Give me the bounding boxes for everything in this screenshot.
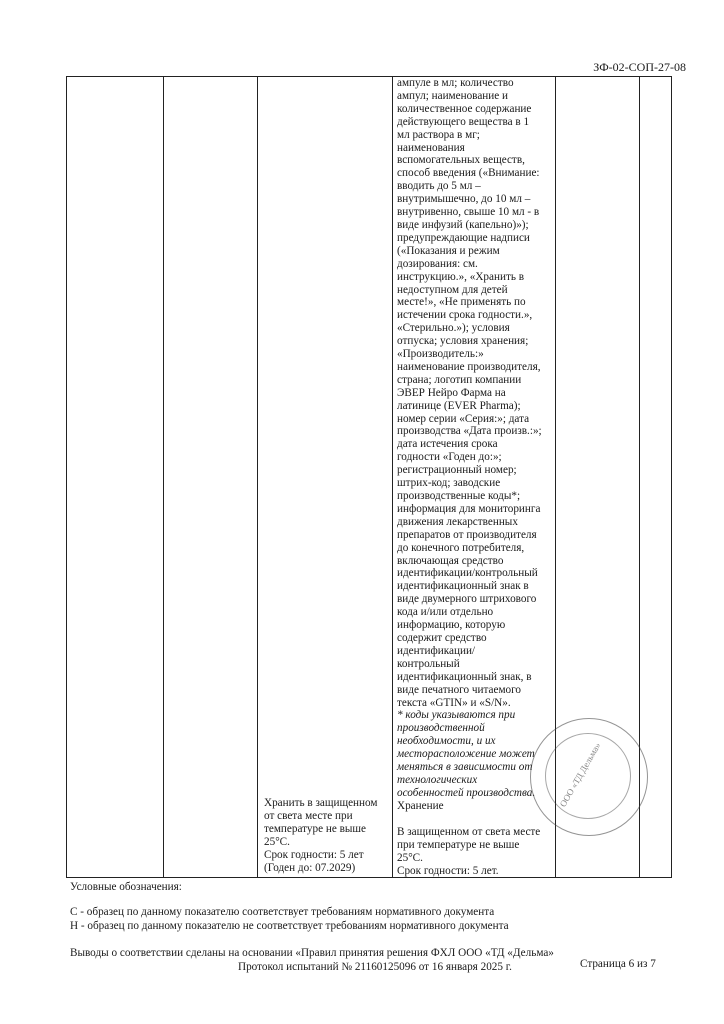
text-line: внутримышечно, до 10 мл – xyxy=(397,193,531,206)
text-line: идентификации/ xyxy=(397,644,476,657)
requirement-storage-text xyxy=(397,826,559,878)
text-line: виде инфузий (капельно)»); xyxy=(397,218,529,231)
text-line: информация для мониторинга xyxy=(397,502,541,515)
page-number: Страница 6 из 7 xyxy=(580,958,656,970)
legend-h: Н - образец по данному показателю не соответствует требованиям нормативного документа xyxy=(70,920,509,932)
text-line: меняться в зависимости от xyxy=(397,761,533,774)
text-line: В защищенном от света месте xyxy=(397,826,541,838)
text-line: месторасположение может xyxy=(397,748,535,761)
text-line: включающая средство xyxy=(397,554,504,567)
text-line: действующего вещества в 1 xyxy=(397,115,530,128)
text-line: контрольный xyxy=(397,657,460,670)
text-line: препаратов от производителя xyxy=(397,528,537,541)
text-line: инструкцию.», «Хранить в xyxy=(397,270,525,283)
text-line: («Показания и режим xyxy=(397,244,500,257)
text-line: вводить до 5 мл – xyxy=(397,180,481,193)
text-line: содержит средство xyxy=(397,631,487,644)
text-line: ампул; наименование и xyxy=(397,89,509,102)
text-line: регистрационный номер; xyxy=(397,464,517,477)
text-line: ампуле в мл; количество xyxy=(397,77,514,89)
text-line: технологических xyxy=(397,773,478,786)
text-line: латинице (EVER Pharma); xyxy=(397,399,521,412)
requirement-text xyxy=(397,77,559,813)
table-column-divider xyxy=(257,77,258,877)
text-line: ЭВЕР Нейро Фарма на xyxy=(397,386,506,399)
conclusion-text: Выводы о соответствии сделаны на основании «Правил принятия решения ФХЛ ООО «ТД «Дельма» xyxy=(70,947,554,959)
text-line: наименование производителя, xyxy=(397,360,541,373)
text-line: движения лекарственных xyxy=(397,515,518,528)
text-line: штрих-код; заводские xyxy=(397,477,501,490)
table-column-divider xyxy=(392,77,393,877)
protocol-number: Протокол испытаний № 21160125096 от 16 января 2025 г. xyxy=(238,961,512,973)
text-line: виде печатного читаемого xyxy=(397,683,522,696)
text-line: дозирования: см. xyxy=(397,257,478,270)
text-line: Срок годности: 5 лет. xyxy=(397,864,499,877)
text-line: идентификационный знак, в xyxy=(397,670,532,683)
text-line: Хранить в защищенном xyxy=(264,797,378,809)
text-line: номер серии «Серия:»; дата xyxy=(397,412,530,425)
text-line: вспомогательных веществ, xyxy=(397,154,525,167)
text-line: способ введения («Внимание: xyxy=(397,167,540,180)
seal-text: ООО «ТД Дельма» xyxy=(557,740,603,809)
text-line: истечении срока годности.», xyxy=(397,309,533,322)
text-line: 25°С. xyxy=(264,835,290,848)
text-line: Срок годности: 5 лет xyxy=(264,848,364,861)
legend-title: Условные обозначения: xyxy=(70,881,182,893)
text-line: отпуска; условия хранения; xyxy=(397,335,529,348)
text-line: количественное содержание xyxy=(397,102,532,115)
text-line: необходимости, и их xyxy=(397,735,496,748)
text-line: до конечного потребителя, xyxy=(397,541,525,554)
text-line: температуре не выше xyxy=(264,822,366,835)
table-column-divider xyxy=(163,77,164,877)
text-line: предупреждающие надписи xyxy=(397,231,530,244)
text-line: особенностей производства. xyxy=(397,786,536,799)
text-line: кода и/или отдельно xyxy=(397,606,494,619)
text-line: идентификации/контрольный xyxy=(397,567,538,580)
text-line: производственные коды*; xyxy=(397,490,521,502)
text-line: внутривенно, свыше 10 мл - в xyxy=(397,206,540,219)
legend-c: С - образец по данному показателю соответствует требованиям нормативного документа xyxy=(70,906,495,918)
document-code: ЗФ-02-СОП-27-08 xyxy=(593,60,686,74)
text-line: 25°С. xyxy=(397,851,423,864)
text-line: «Стерильно.»); условия xyxy=(397,322,510,335)
text-line: годности «Годен до:»; xyxy=(397,451,502,464)
actual-result-text xyxy=(264,797,390,874)
text-line: «Производитель:» xyxy=(397,348,484,361)
text-line: производства «Дата произв.:»; xyxy=(397,425,542,438)
text-line: информацию, которую xyxy=(397,619,506,632)
text-line: наименования xyxy=(397,141,465,154)
text-line: виде двумерного штрихового xyxy=(397,593,537,606)
text-line: производственной xyxy=(397,722,485,735)
text-line: от света месте при xyxy=(264,809,353,822)
text-line: мл раствора в мг; xyxy=(397,128,480,141)
seal-inner-ring xyxy=(545,733,631,819)
text-line: идентификационный знак в xyxy=(397,580,529,593)
text-line: страна; логотип компании xyxy=(397,373,522,386)
text-line: * коды указываются при xyxy=(397,709,516,722)
storage-label: Хранение xyxy=(397,799,444,812)
text-line: при температуре не выше xyxy=(397,838,520,851)
text-line: (Годен до: 07.2029) xyxy=(264,861,356,874)
text-line: месте!», «Не применять по xyxy=(397,296,526,309)
text-line: дата истечения срока xyxy=(397,438,498,451)
text-line: текста «GTIN» и «S/N». xyxy=(397,696,511,709)
company-seal xyxy=(530,718,648,836)
text-line: недоступном для детей xyxy=(397,283,508,296)
